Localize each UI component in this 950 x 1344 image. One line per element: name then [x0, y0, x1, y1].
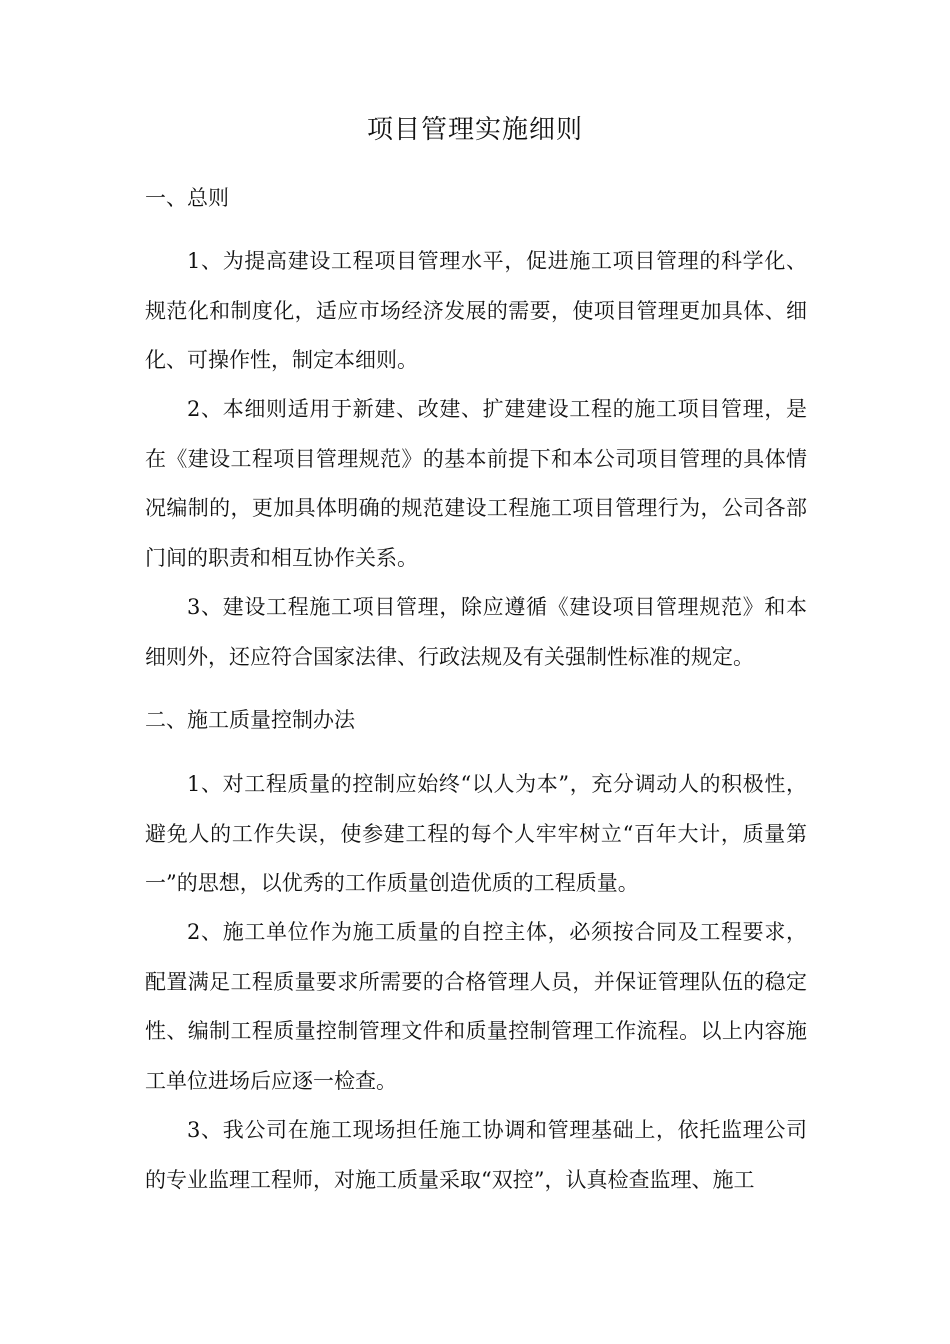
paragraph-general-3: 3、建设工程施工项目管理，除应遵循《建设项目管理规范》和本细则外，还应符合国家法律、行政法规及有关强制性标准的规定。 — [145, 595, 807, 669]
paragraph-quality-3: 3、我公司在施工现场担任施工协调和管理基础上，依托监理公司的专业监理工程师，对施工质量采取“双控”，认真检查监理、施工 — [145, 1118, 807, 1192]
paragraph-quality-1: 1、对工程质量的控制应始终“以人为本”，充分调动人的积极性，避免人的工作失误，使参建工程的每个人牢牢树立“百年大计，质量第一”的思想，以优秀的工作质量创造优质的工程质量。 — [145, 772, 807, 895]
paragraph-quality-2: 2、施工单位作为施工质量的自控主体，必须按合同及工程要求，配置满足工程质量要求所需要的合格管理人员，并保证管理队伍的稳定性、编制工程质量控制管理文件和质量控制管理工作流程。以上内容施工单位进场后应逐一检查。 — [145, 920, 807, 1093]
document-title: 项目管理实施细则 — [366, 115, 583, 145]
section-heading-general: 一、总则 — [145, 186, 229, 210]
paragraph-general-2: 2、本细则适用于新建、改建、扩建建设工程的施工项目管理，是在《建设工程项目管理规范》的基本前提下和本公司项目管理的具体情况编制的，更加具体明确的规范建设工程施工项目管理行为，公司各部门间的职责和相互协作关系。 — [145, 397, 807, 570]
section-heading-quality-control: 二、施工质量控制办法 — [145, 708, 355, 732]
paragraph-general-1: 1、为提高建设工程项目管理水平，促进施工项目管理的科学化、规范化和制度化，适应市场经济发展的需要，使项目管理更加具体、细化、可操作性，制定本细则。 — [145, 249, 807, 372]
